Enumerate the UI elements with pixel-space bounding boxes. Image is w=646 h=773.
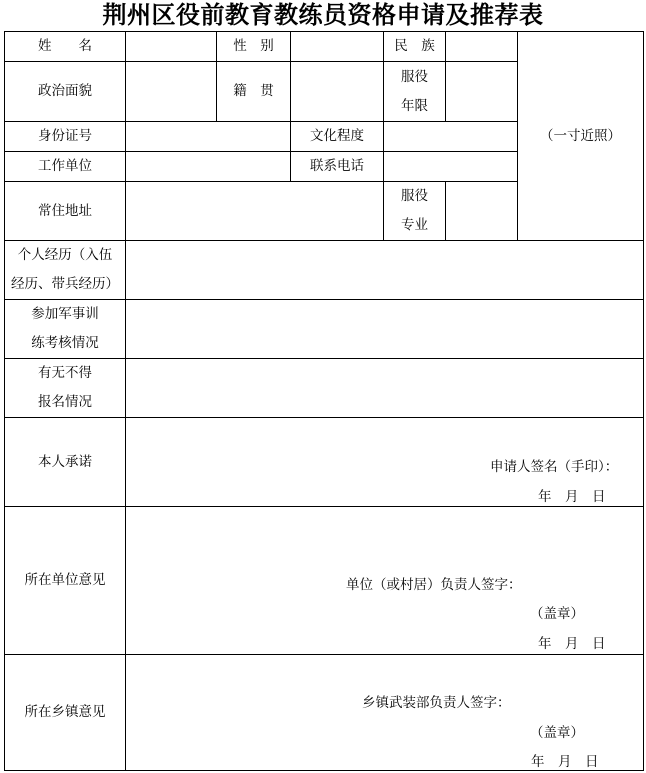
native-place-field[interactable] [291, 62, 383, 121]
experience-label-line2: 经历、带兵经历） [11, 276, 119, 292]
training-label [5, 300, 125, 358]
education-label: 文化程度 [310, 128, 364, 144]
service-years-field[interactable] [446, 62, 517, 121]
id-number-label: 身份证号 [38, 128, 92, 144]
photo-placeholder-label: （一寸近照） [540, 127, 621, 144]
native-place-label: 籍 贯 [233, 83, 274, 99]
service-years-label-line2: 年限 [401, 97, 428, 114]
service-specialty-label-line1: 服役 [401, 188, 428, 204]
photo-box[interactable] [518, 32, 643, 240]
town-date-label: 年 月 日 [531, 754, 599, 770]
commitment-label: 本人承诺 [38, 453, 92, 470]
phone-field[interactable] [384, 152, 517, 181]
restriction-field[interactable] [126, 359, 643, 417]
service-specialty-field[interactable] [446, 182, 517, 240]
experience-field[interactable] [126, 241, 643, 299]
training-field[interactable] [126, 300, 643, 358]
unit-leader-signature-label: 单位（或村居）负责人签字： [346, 577, 522, 593]
applicant-signature-label: 申请人签名（手印）： [490, 459, 619, 475]
ethnicity-label: 民 族 [394, 38, 435, 54]
training-label-line2: 练考核情况 [31, 335, 99, 351]
work-unit-label: 工作单位 [38, 158, 92, 174]
political-status-label: 政治面貌 [38, 83, 92, 99]
address-field[interactable] [126, 182, 383, 240]
work-unit-field[interactable] [126, 152, 290, 181]
address-label: 常住地址 [38, 202, 92, 219]
name-label: 姓 名 [38, 38, 92, 54]
experience-label-line1: 个人经历（入伍 [17, 247, 113, 263]
phone-label: 联系电话 [310, 158, 364, 174]
unit-seal-label: （盖章） [530, 606, 584, 622]
ethnicity-field[interactable] [446, 32, 517, 61]
gender-label: 性 别 [233, 38, 274, 54]
town-opinion-label: 所在乡镇意见 [24, 704, 106, 720]
grid-line [643, 31, 644, 771]
town-leader-signature-label: 乡镇武装部负责人签字： [362, 695, 511, 711]
form-title: 荆州区役前教育教练员资格申请及推荐表 [102, 0, 544, 29]
experience-label [5, 241, 125, 299]
name-field[interactable] [126, 32, 216, 61]
grid-line [4, 770, 644, 771]
political-status-field[interactable] [126, 62, 216, 121]
training-label-line1: 参加军事训 [31, 306, 99, 322]
commitment-date-label: 年 月 日 [538, 489, 606, 505]
town-seal-label: （盖章） [530, 725, 584, 741]
unit-opinion-label: 所在单位意见 [24, 572, 106, 588]
gender-field[interactable] [291, 32, 383, 61]
unit-date-label: 年 月 日 [538, 636, 606, 652]
restriction-label-line2: 报名情况 [38, 394, 92, 410]
service-specialty-label-line2: 专业 [401, 217, 428, 233]
service-years-label [384, 62, 445, 121]
education-field[interactable] [384, 122, 517, 151]
restriction-label-line1: 有无不得 [38, 365, 92, 381]
id-number-field[interactable] [126, 122, 290, 151]
service-years-label-line1: 服役 [401, 68, 428, 85]
service-specialty-label [384, 182, 445, 240]
restriction-label [5, 359, 125, 417]
